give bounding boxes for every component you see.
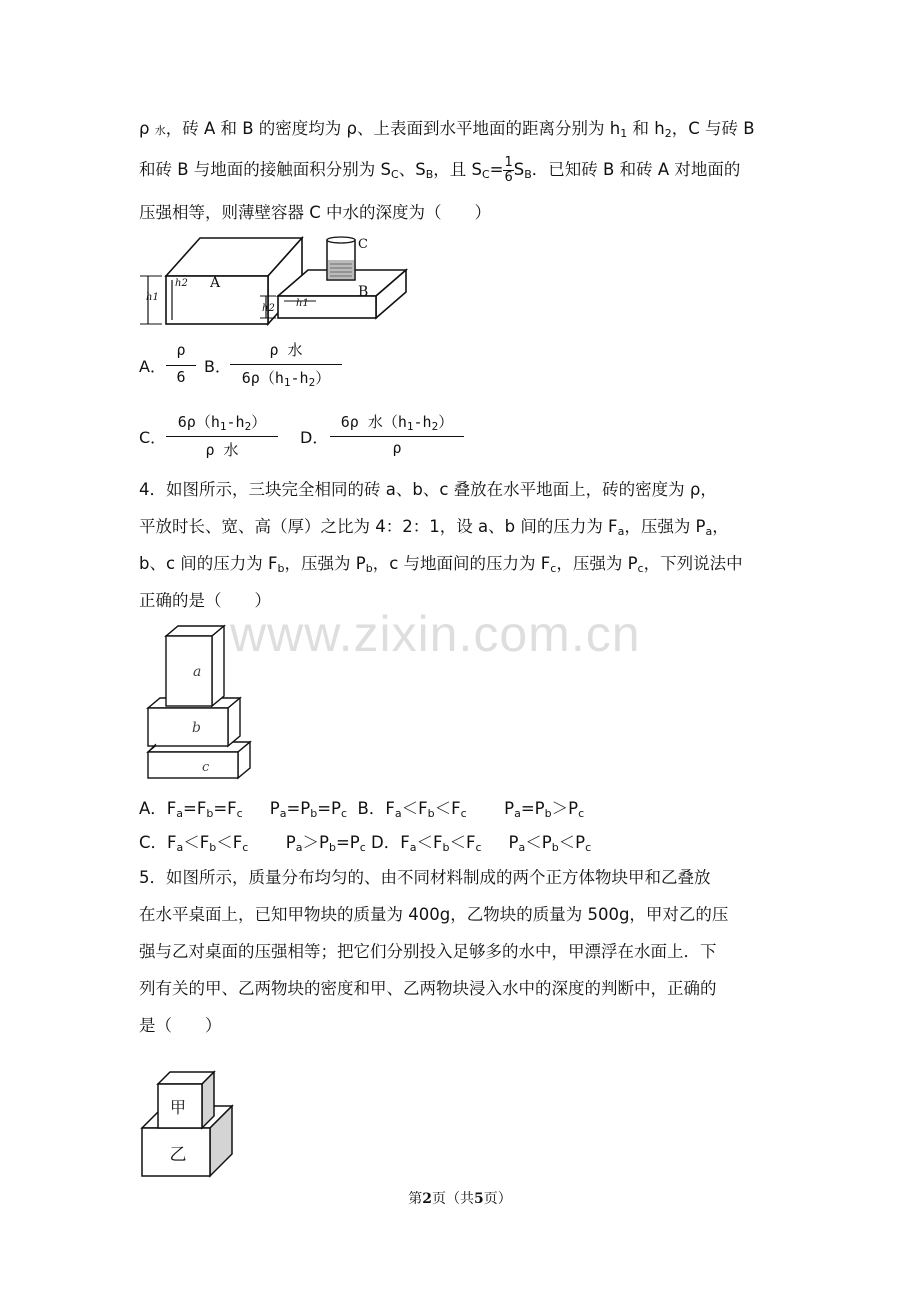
label-c: c: [202, 760, 210, 775]
cube-yi-label: 乙: [169, 1145, 187, 1165]
watermark: www.zixin.com.cn: [230, 606, 641, 662]
q5-line-3: 强与乙对桌面的压强相等；把它们分别投入足够多的水中，甲漂浮在水面上．下: [139, 942, 717, 961]
brick-a-side: [212, 626, 224, 706]
q3-option-c-fraction: $6\rho(h_1-h_2)$ ρ 水: [166, 411, 278, 463]
svg-text:h2: h2: [262, 303, 275, 314]
svg-text:h2: h2: [175, 278, 188, 289]
brick-b-front: [148, 708, 228, 746]
q3-option-d-label[interactable]: D．: [300, 428, 329, 447]
q5-line-5: 是（ ）: [139, 1016, 222, 1035]
q3-option-b-fraction: ρ 水 $6\rho(h_1-h_2)$: [230, 339, 342, 391]
label-a: a: [193, 664, 202, 680]
cube-jia-label: 甲: [169, 1098, 187, 1117]
q3-line-1: ρ 水，砖 A 和 B 的密度均为 ρ、上表面到水平地面的距离分别为 $h_1$ 和 $h_2$，C 与砖 B: [139, 119, 755, 140]
q4-options-ab[interactable]: A．$F_a=F_b=F_c$ $P_a=P_b=P_c$ B．$F_a<F_b<F_c$ $P_a=P_b>P_c$: [139, 799, 585, 820]
q4-line-4: 正确的是（ ）: [139, 591, 271, 610]
q3-line-2: 和砖 B 与地面的接触面积分别为 $S_C$、$S_B$，且 $S_C=$ $\frac{1}{6}$ $S_B$．已知砖 B 和砖 A 对地面的: [139, 155, 741, 185]
q3-option-c-label[interactable]: C．: [139, 428, 167, 447]
container-c: [327, 237, 355, 280]
brick-c: [148, 752, 238, 778]
q5-figure: [140, 1046, 240, 1180]
q4-options-cd[interactable]: C．$F_a<F_b<F_c$ $P_a>P_b=P_c$ D．$F_a<F_b<F_c$ $P_a<P_b<P_c$: [139, 833, 592, 854]
brick-a-label: A: [210, 275, 221, 291]
brick-a-front: [166, 636, 212, 706]
container-c-label: C: [358, 237, 368, 252]
q3-figure: [138, 234, 418, 330]
q4-line-2: 平放时长、宽、高（厚）之比为 4：2：1，设 a、b 间的压力为 $F_a$，压强为 $P_a$，: [139, 517, 729, 538]
q3-option-d-fraction: 6ρ 水$(h_1-h_2)$ ρ: [330, 411, 464, 463]
q4-line-3: b、c 间的压力为 $F_b$，压强为 $P_b$，c 与地面间的压力为 $F_c$，压强为 $P_c$，下列说法中: [139, 554, 743, 575]
q5-line-1: 5．如图所示，质量分布均匀的、由不同材料制成的两个正方体物块甲和乙叠放: [139, 868, 711, 887]
brick-b-label: B: [358, 284, 369, 300]
q3-line-3: 压强相等，则薄壁容器 C 中水的深度为（ ）: [139, 203, 492, 222]
page-footer: 第2页（共5页）: [408, 1191, 512, 1207]
q3-option-b-label[interactable]: B．: [204, 357, 231, 376]
q3-option-a-label[interactable]: A．: [139, 357, 166, 376]
q4-line-1: 4．如图所示，三块完全相同的砖 a、b、c 叠放在水平地面上，砖的密度为 ρ，: [139, 480, 717, 499]
label-b: b: [192, 720, 201, 736]
q5-line-2: 在水平桌面上，已知甲物块的质量为 400g，乙物块的质量为 500g，甲对乙的压: [139, 905, 729, 924]
svg-text:h1: h1: [296, 298, 309, 309]
q5-line-4: 列有关的甲、乙两物块的密度和甲、乙两物块浸入水中的深度的判断中，正确的: [139, 979, 717, 998]
q3-option-a-fraction: ρ 6: [166, 341, 196, 389]
svg-text:h1: h1: [146, 292, 159, 303]
